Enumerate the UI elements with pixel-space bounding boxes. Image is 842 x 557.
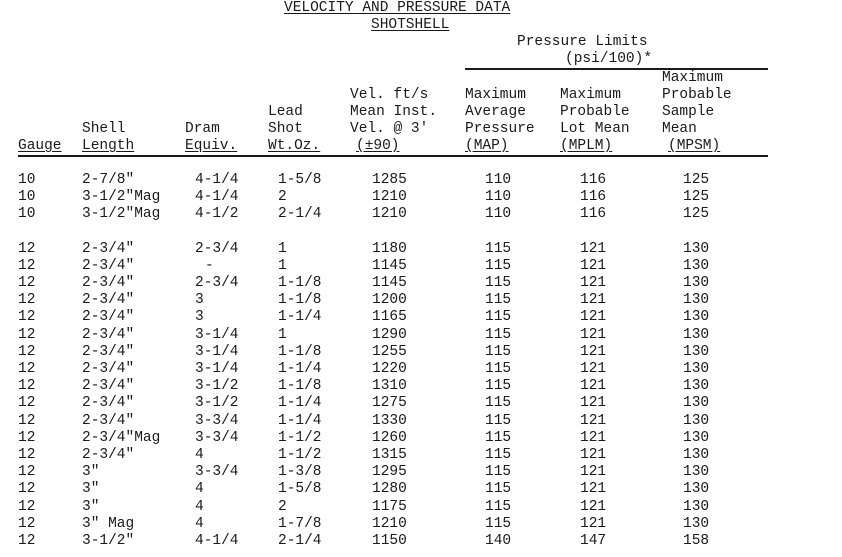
table-row (0, 172, 842, 189)
cell-dram-equiv: 4-1/4 (195, 189, 239, 206)
cell-mpsm: 130 (683, 395, 710, 412)
cell-gauge: 12 (18, 240, 36, 257)
cell-map: 115 (485, 343, 512, 360)
cell-mplm: 121 (580, 361, 607, 377)
cell-shell-length: 2-3/4" (82, 240, 135, 257)
cell-mpsm: 130 (683, 447, 710, 463)
header-mplm-line3: Lot Mean (560, 121, 630, 137)
cell-lead-shot: 1-1/2 (278, 447, 322, 463)
cell-map: 115 (485, 326, 512, 343)
cell-mplm: 121 (580, 343, 607, 360)
cell-lead-shot: 1-3/8 (278, 464, 322, 481)
cell-mpsm: 130 (683, 240, 710, 257)
cell-dram-equiv: 4 (195, 498, 204, 515)
table-row (0, 309, 842, 326)
cell-mpsm: 130 (683, 257, 710, 274)
cell-velocity: 1150 (372, 533, 407, 549)
header-shell-line1: Shell (82, 121, 126, 137)
table-row (0, 206, 842, 223)
cell-map: 115 (485, 309, 512, 326)
cell-shell-length: 2-3/4" (82, 343, 135, 360)
cell-mpsm: 130 (683, 515, 710, 532)
cell-map: 115 (485, 481, 512, 498)
cell-map: 115 (485, 275, 512, 291)
cell-velocity: 1210 (372, 189, 407, 206)
cell-mplm: 121 (580, 257, 607, 274)
cell-shell-length: 2-3/4" (82, 309, 135, 326)
cell-gauge: 12 (18, 412, 36, 429)
pressure-limits-label: Pressure Limits (517, 34, 648, 50)
header-gauge: Gauge (18, 138, 62, 154)
cell-mplm: 121 (580, 309, 607, 326)
header-map-line3: Pressure (465, 121, 535, 137)
header-vel-line4: (±90) (356, 138, 400, 154)
cell-shell-length: 3-1/2"Mag (82, 189, 161, 206)
cell-gauge: 12 (18, 481, 36, 498)
cell-dram-equiv: 3-1/2 (195, 378, 239, 395)
header-vel-line2: Mean Inst. (350, 104, 438, 120)
cell-mpsm: 125 (683, 172, 710, 188)
cell-lead-shot: 1-1/8 (278, 378, 322, 395)
cell-dram-equiv: 4 (195, 515, 204, 532)
cell-shell-length: 2-3/4" (82, 257, 135, 274)
cell-lead-shot: 1-1/4 (278, 395, 322, 412)
cell-gauge: 12 (18, 395, 36, 412)
cell-lead-shot: 1-1/4 (278, 412, 322, 429)
cell-mplm: 121 (580, 464, 607, 481)
cell-map: 115 (485, 498, 512, 515)
cell-shell-length: 3" (82, 498, 100, 515)
table-row (0, 430, 842, 447)
cell-map: 110 (485, 206, 512, 223)
header-mplm-line2: Probable (560, 104, 630, 120)
header-mpsm-line4: Mean (662, 121, 697, 137)
cell-velocity: 1310 (372, 378, 407, 395)
cell-velocity: 1220 (372, 361, 407, 377)
header-shell-line2: Length (82, 138, 135, 154)
header-mpsm-line5: (MPSM) (668, 138, 721, 154)
header-bottom-rule (18, 155, 768, 157)
cell-mplm: 121 (580, 378, 607, 395)
cell-velocity: 1255 (372, 343, 407, 360)
cell-shell-length: 2-3/4"Mag (82, 429, 161, 446)
cell-map: 110 (485, 172, 512, 188)
cell-velocity: 1295 (372, 464, 407, 481)
cell-velocity: 1285 (372, 172, 407, 188)
cell-gauge: 12 (18, 515, 36, 532)
cell-velocity: 1275 (372, 395, 407, 412)
cell-lead-shot: 1-5/8 (278, 172, 322, 188)
cell-mplm: 121 (580, 395, 607, 412)
cell-lead-shot: 1 (278, 326, 287, 343)
cell-mpsm: 130 (683, 343, 710, 360)
cell-map: 115 (485, 240, 512, 257)
cell-lead-shot: 1 (278, 257, 287, 274)
table-row (0, 189, 842, 206)
cell-mpsm: 130 (683, 498, 710, 515)
cell-lead-shot: 2 (278, 498, 287, 515)
cell-lead-shot: 1-1/8 (278, 275, 322, 291)
cell-velocity: 1210 (372, 515, 407, 532)
cell-velocity: 1280 (372, 481, 407, 498)
cell-gauge: 12 (18, 361, 36, 377)
cell-velocity: 1290 (372, 326, 407, 343)
cell-gauge: 10 (18, 206, 36, 223)
table-row (0, 499, 842, 516)
cell-mpsm: 130 (683, 481, 710, 498)
cell-mpsm: 130 (683, 361, 710, 377)
cell-mpsm: 125 (683, 206, 710, 223)
cell-map: 115 (485, 429, 512, 446)
cell-mpsm: 130 (683, 378, 710, 395)
cell-mplm: 116 (580, 189, 607, 206)
cell-shell-length: 2-3/4" (82, 326, 135, 343)
cell-velocity: 1175 (372, 498, 407, 515)
header-mpsm-line3: Sample (662, 104, 715, 120)
header-mplm-line1: Maximum (560, 87, 621, 103)
cell-mplm: 121 (580, 412, 607, 429)
header-map-line4: (MAP) (465, 138, 509, 154)
cell-lead-shot: 1-1/4 (278, 309, 322, 326)
cell-shell-length: 2-3/4" (82, 395, 135, 412)
cell-shell-length: 2-3/4" (82, 412, 135, 429)
table-row (0, 533, 842, 550)
cell-gauge: 12 (18, 257, 36, 274)
cell-mpsm: 158 (683, 533, 710, 549)
header-mpsm-line2: Probable (662, 87, 732, 103)
table-row (0, 378, 842, 395)
cell-map: 140 (485, 533, 512, 549)
cell-dram-equiv: 4 (195, 447, 204, 463)
cell-velocity: 1200 (372, 292, 407, 309)
table-row (0, 327, 842, 344)
cell-mplm: 121 (580, 292, 607, 309)
cell-shell-length: 3" (82, 481, 100, 498)
cell-dram-equiv: 3-1/4 (195, 343, 239, 360)
table-row (0, 361, 842, 378)
cell-lead-shot: 2-1/4 (278, 533, 322, 549)
cell-mplm: 147 (580, 533, 607, 549)
header-vel-line3: Vel. @ 3' (350, 121, 429, 137)
cell-map: 115 (485, 361, 512, 377)
cell-gauge: 12 (18, 275, 36, 291)
cell-lead-shot: 1-7/8 (278, 515, 322, 532)
cell-lead-shot: 1-1/4 (278, 361, 322, 377)
cell-mplm: 121 (580, 498, 607, 515)
table-row (0, 292, 842, 309)
cell-lead-shot: 1-1/2 (278, 429, 322, 446)
cell-mplm: 121 (580, 275, 607, 291)
header-lead-line3: Wt.Oz. (268, 138, 321, 154)
cell-dram-equiv: 3-3/4 (195, 429, 239, 446)
cell-dram-equiv: 2-3/4 (195, 275, 239, 291)
cell-map: 115 (485, 378, 512, 395)
cell-shell-length: 3-1/2"Mag (82, 206, 161, 223)
cell-dram-equiv: 4-1/4 (195, 172, 239, 188)
cell-gauge: 12 (18, 309, 36, 326)
cell-gauge: 12 (18, 429, 36, 446)
cell-shell-length: 2-7/8" (82, 172, 135, 188)
cell-dram-equiv: 3 (195, 292, 204, 309)
cell-mpsm: 130 (683, 412, 710, 429)
cell-shell-length: 2-3/4" (82, 361, 135, 377)
cell-gauge: 12 (18, 447, 36, 463)
cell-shell-length: 3" Mag (82, 515, 135, 532)
header-dram-line1: Dram (185, 121, 220, 137)
cell-dram-equiv: 3 (195, 309, 204, 326)
cell-mpsm: 130 (683, 275, 710, 291)
cell-gauge: 12 (18, 292, 36, 309)
header-vel-line1: Vel. ft/s (350, 87, 429, 103)
table-row (0, 447, 842, 464)
cell-velocity: 1165 (372, 309, 407, 326)
header-dram-line2: Equiv. (185, 138, 238, 154)
cell-dram-equiv: 3-3/4 (195, 464, 239, 481)
cell-shell-length: 2-3/4" (82, 275, 135, 291)
cell-lead-shot: 1 (278, 240, 287, 257)
header-map-line2: Average (465, 104, 526, 120)
cell-dram-equiv: 3-1/2 (195, 395, 239, 412)
cell-gauge: 12 (18, 498, 36, 515)
cell-gauge: 12 (18, 326, 36, 343)
cell-lead-shot: 2-1/4 (278, 206, 322, 223)
cell-shell-length: 3-1/2" (82, 533, 135, 549)
cell-mpsm: 130 (683, 292, 710, 309)
cell-dram-equiv: 2-3/4 (195, 240, 239, 257)
cell-mplm: 121 (580, 326, 607, 343)
cell-lead-shot: 1-5/8 (278, 481, 322, 498)
cell-map: 115 (485, 257, 512, 274)
cell-mplm: 121 (580, 429, 607, 446)
cell-map: 115 (485, 395, 512, 412)
cell-lead-shot: 1-1/8 (278, 343, 322, 360)
cell-shell-length: 3" (82, 464, 100, 481)
table-row (0, 241, 842, 258)
cell-map: 115 (485, 447, 512, 463)
table-row (0, 481, 842, 498)
cell-dram-equiv: 4 (195, 481, 204, 498)
document-subtitle: SHOTSHELL (371, 17, 450, 33)
cell-gauge: 12 (18, 343, 36, 360)
header-lead-line1: Lead (268, 104, 303, 120)
document-title: VELOCITY AND PRESSURE DATA (284, 0, 511, 16)
cell-lead-shot: 2 (278, 189, 287, 206)
cell-mpsm: 130 (683, 309, 710, 326)
cell-velocity: 1145 (372, 275, 407, 291)
cell-mplm: 121 (580, 240, 607, 257)
header-mplm-line4: (MPLM) (560, 138, 613, 154)
cell-map: 115 (485, 412, 512, 429)
cell-dram-equiv: 4-1/4 (195, 533, 239, 549)
table-row (0, 258, 842, 275)
cell-shell-length: 2-3/4" (82, 447, 135, 463)
cell-gauge: 12 (18, 533, 36, 549)
cell-mpsm: 130 (683, 429, 710, 446)
cell-mplm: 121 (580, 481, 607, 498)
cell-dram-equiv: 3-1/4 (195, 326, 239, 343)
cell-velocity: 1180 (372, 240, 407, 257)
cell-dram-equiv: 4-1/2 (195, 206, 239, 223)
cell-map: 115 (485, 292, 512, 309)
cell-map: 115 (485, 464, 512, 481)
cell-velocity: 1315 (372, 447, 407, 463)
cell-mplm: 121 (580, 515, 607, 532)
table-row (0, 516, 842, 533)
table-row (0, 275, 842, 292)
cell-gauge: 12 (18, 378, 36, 395)
cell-gauge: 10 (18, 172, 36, 188)
cell-mpsm: 130 (683, 464, 710, 481)
cell-velocity: 1210 (372, 206, 407, 223)
cell-dram-equiv: - (205, 257, 214, 274)
cell-gauge: 10 (18, 189, 36, 206)
pressure-units-label: (psi/100)* (565, 51, 653, 67)
header-mpsm-line1: Maximum (662, 70, 723, 86)
cell-velocity: 1330 (372, 412, 407, 429)
cell-gauge: 12 (18, 464, 36, 481)
cell-lead-shot: 1-1/8 (278, 292, 322, 309)
cell-mplm: 116 (580, 172, 607, 188)
header-lead-line2: Shot (268, 121, 303, 137)
cell-map: 115 (485, 515, 512, 532)
cell-dram-equiv: 3-3/4 (195, 412, 239, 429)
header-map-line1: Maximum (465, 87, 526, 103)
cell-mplm: 116 (580, 206, 607, 223)
cell-mpsm: 125 (683, 189, 710, 206)
cell-mpsm: 130 (683, 326, 710, 343)
table-row (0, 464, 842, 481)
cell-mplm: 121 (580, 447, 607, 463)
cell-dram-equiv: 3-1/4 (195, 361, 239, 377)
table-row (0, 395, 842, 412)
cell-shell-length: 2-3/4" (82, 292, 135, 309)
cell-velocity: 1145 (372, 257, 407, 274)
table-row (0, 344, 842, 361)
cell-velocity: 1260 (372, 429, 407, 446)
table-row (0, 413, 842, 430)
cell-shell-length: 2-3/4" (82, 378, 135, 395)
cell-map: 110 (485, 189, 512, 206)
